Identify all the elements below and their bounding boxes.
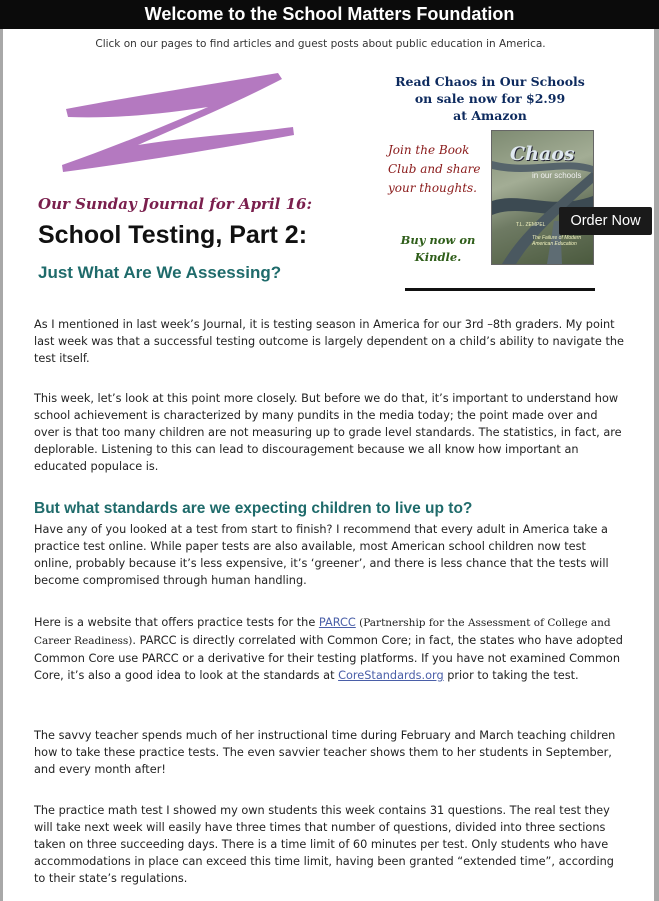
paragraph-6: The practice math test I showed my own students this week contains 31 questions. The real test they will take next week will easily have three times that number of questions, divided into three sections taken on three succeeding days. There is a time limit of 60 minutes per test. Only students who have accommodations in place can exceed this time limit, having been granted “extended time”, according to their state’s regulations.	[34, 804, 614, 885]
promo-line-3: at Amazon	[453, 108, 527, 123]
paragraph-3: Have any of you looked at a test from start to finish? I recommend that every adult in America take a practice test online. While paper tests are also available, most American school children now test online, probably because it’s less expensive, it’s ‘greener’, and there is less chance that the tests will become compromised through human handling.	[34, 523, 609, 587]
book-cover-image[interactable]	[491, 130, 594, 265]
page-subtitle: Just What Are We Assessing?	[38, 263, 282, 282]
tagline: Click on our pages to find articles and guest posts about public education in America.	[95, 38, 546, 50]
order-now-button[interactable]: Order Now	[559, 207, 652, 235]
promo-line-2: on sale now for $2.99	[414, 91, 566, 106]
p4-text-a: Here is a website that offers practice tests for the	[34, 616, 319, 629]
paragraph-5: The savvy teacher spends much of her instructional time during February and March teaching children how to take these practice tests. The even savvier teacher shows them to her students in September, and every month after!	[34, 729, 616, 776]
site-header: Welcome to the School Matters Foundation	[0, 0, 659, 29]
parcc-link[interactable]: PARCC	[318, 616, 356, 629]
cover-author: T.L. ZEMPEL	[516, 222, 546, 228]
p4-text-c: . PARCC is directly correlated with Common Core; in fact, the states who have adopted Common Core use PARCC or a derivative for their testing platforms. If you have not examined Common Core, it’s also a good idea to look at the standards at	[34, 634, 623, 682]
page-title: School Testing, Part 2:	[38, 221, 308, 249]
journal-date-heading: Our Sunday Journal for April 16:	[38, 195, 312, 213]
promo-divider	[405, 288, 595, 291]
p4-text-d: prior to taking the test.	[443, 669, 579, 682]
paragraph-1: As I mentioned in last week’s Journal, it is testing season in America for our 3rd –8th graders. My point last week was that a successful testing outcome is largely dependent on a child’s ability to navigate the test itself.	[34, 318, 624, 365]
paragraph-4	[34, 614, 626, 684]
paragraph-2: This week, let’s look at this point more closely. But before we do that, it’s important to understand how school achievement is characterized by many pundits in the media today; the point made over and over is that too many children are not measuring up to grade level standards. The statistics, in fact, are deplorable. Listening to this can lead to discouragement because we all know how important an educated populace is.	[34, 392, 622, 473]
cover-tagline: The Failure of Modern American Education	[532, 235, 582, 247]
cover-subtitle: in our schools	[532, 171, 582, 180]
content-page	[3, 29, 654, 901]
purple-brush-stroke	[58, 67, 308, 177]
buy-now-kindle[interactable]: Buy now on Kindle.	[400, 233, 476, 264]
corestandards-link[interactable]: CoreStandards.org	[338, 669, 444, 682]
promo-line-1: Read Chaos in Our Schools	[395, 74, 585, 89]
section-heading: But what standards are we expecting children to live up to?	[34, 500, 473, 517]
p4-parcc-expansion: (Partnership for the Assessment of College and Career Readiness)	[34, 617, 611, 647]
book-promo-heading	[375, 73, 605, 124]
cover-title: Chaos	[510, 143, 575, 165]
book-club-text: Join the Book Club and share your thoughts.	[388, 143, 481, 195]
